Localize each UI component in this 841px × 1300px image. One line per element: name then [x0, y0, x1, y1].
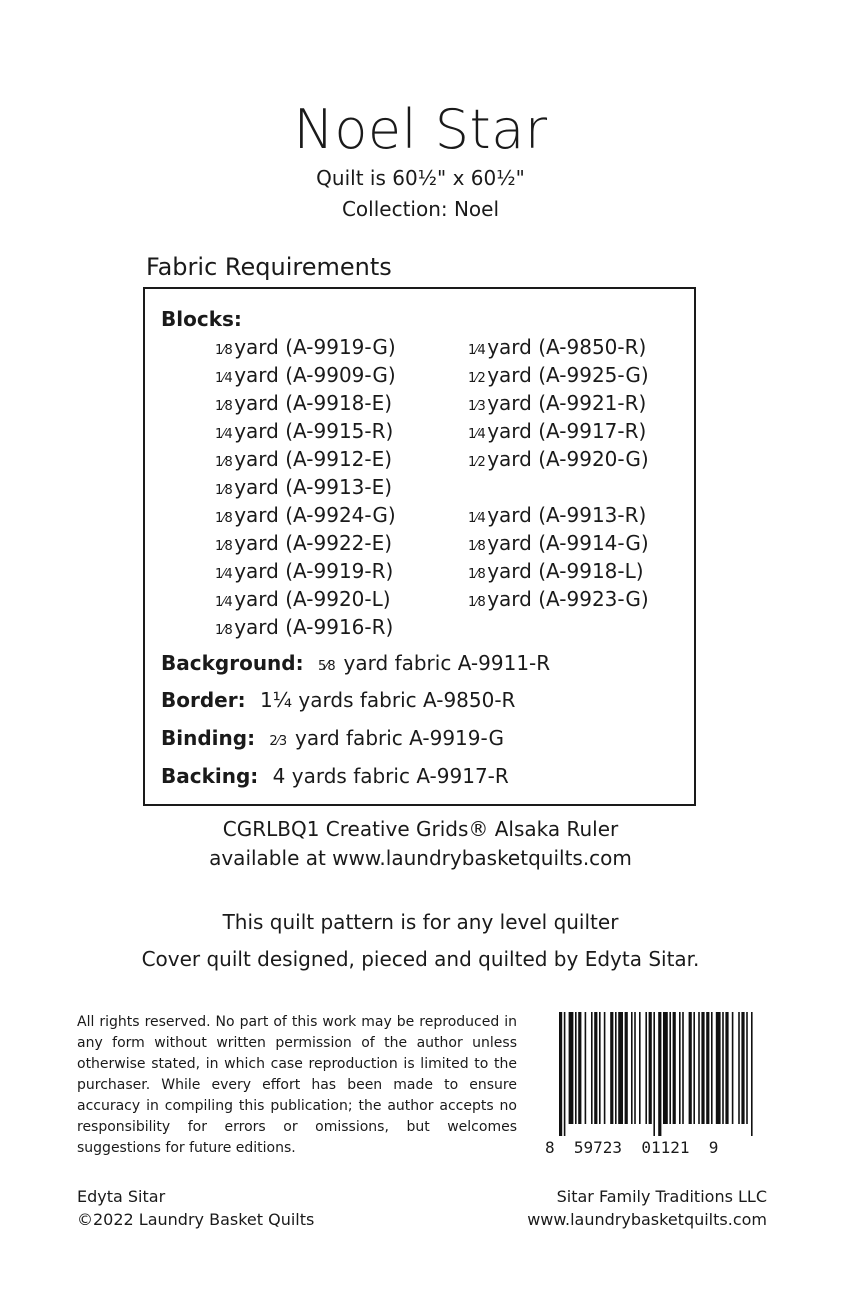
barcode-bar — [649, 1012, 652, 1124]
yardage-fraction: 1⁄8 — [468, 539, 486, 554]
barcode-bar — [741, 1012, 744, 1124]
block-fabric-row — [215, 529, 396, 557]
background-label: Background: — [161, 651, 304, 675]
barcode — [545, 1012, 765, 1162]
block-fabric-row — [215, 389, 396, 417]
barcode-bar — [716, 1012, 721, 1124]
barcode-bar — [645, 1012, 647, 1124]
block-fabric-row — [468, 585, 649, 613]
barcode-bar — [585, 1012, 587, 1124]
backing-label: Backing: — [161, 764, 259, 788]
fabric-code: yard (A-9922-E) — [234, 531, 393, 555]
barcode-bar — [625, 1012, 628, 1124]
barcode-bar — [682, 1012, 684, 1124]
barcode-bar — [725, 1012, 728, 1124]
rights-notice: All rights reserved. No part of this work may be reproduced in any form without written permission of the author unless otherwise stated, in which case reproduction is limited to the purchaser. While every effort has been made to ensure accuracy in compiling this publication; the author accepts no responsibility for errors or omissions, but welcomes suggestions for future editions. — [77, 1014, 517, 1156]
barcode-bar — [738, 1012, 740, 1124]
yardage-fraction: 1⁄4 — [215, 427, 233, 442]
barcode-bar — [669, 1012, 671, 1124]
skill-level: This quilt pattern is for any level quilter — [222, 910, 619, 934]
background-fraction: 5⁄8 — [317, 659, 336, 674]
fabric-code: yard (A-9919-R) — [234, 559, 394, 583]
blocks-left-column — [215, 333, 396, 641]
barcode-bars — [559, 1012, 759, 1136]
fabric-code: yard (A-9924-G) — [234, 503, 396, 527]
fabric-code: yard (A-9920-G) — [487, 447, 649, 471]
block-fabric-row — [468, 417, 649, 445]
yardage-fraction: 1⁄8 — [215, 455, 233, 470]
fabric-code: yard (A-9919-G) — [234, 335, 396, 359]
block-fabric-row — [215, 333, 396, 361]
fabric-code: yard (A-9916-R) — [234, 615, 394, 639]
barcode-bar — [746, 1012, 748, 1124]
blocks-right-column — [468, 333, 649, 613]
border-value: 1¼ yards fabric A-9850-R — [259, 688, 516, 712]
background-requirement — [161, 651, 550, 675]
yardage-fraction: 1⁄8 — [215, 399, 233, 414]
barcode-bar — [701, 1012, 704, 1124]
barcode-bar — [722, 1012, 724, 1124]
barcode-bar — [631, 1012, 633, 1124]
block-fabric-row — [215, 613, 396, 641]
yardage-fraction: 1⁄8 — [215, 483, 233, 498]
barcode-bar — [594, 1012, 597, 1124]
quilt-size: Quilt is 60½" x 60½" — [316, 166, 525, 190]
yardage-fraction: 1⁄8 — [468, 595, 486, 610]
publisher-website: www.laundrybasketquilts.com — [527, 1210, 767, 1229]
backing-value: 4 yards fabric A-9917-R — [272, 764, 509, 788]
binding-label: Binding: — [161, 726, 256, 750]
fabric-code: yard (A-9920-L) — [234, 587, 391, 611]
barcode-bar — [575, 1012, 577, 1124]
barcode-bar — [578, 1012, 581, 1124]
barcode-bar — [663, 1012, 668, 1124]
barcode-bar — [559, 1012, 562, 1136]
barcode-bar — [673, 1012, 676, 1124]
fabric-code: yard (A-9915-R) — [234, 419, 394, 443]
binding-fraction: 2⁄3 — [269, 734, 287, 749]
footer-publisher — [527, 1185, 767, 1231]
fabric-code: yard (A-9925-G) — [487, 363, 649, 387]
yardage-fraction: 1⁄4 — [215, 567, 233, 582]
yardage-fraction: 1⁄4 — [215, 371, 233, 386]
block-fabric-row — [468, 445, 649, 473]
fabric-code: yard (A-9913-R) — [487, 503, 647, 527]
yardage-fraction: 1⁄3 — [468, 399, 486, 414]
yardage-fraction: 1⁄8 — [468, 567, 486, 582]
border-requirement — [161, 688, 515, 712]
block-fabric-row — [215, 585, 396, 613]
barcode-bar — [634, 1012, 636, 1124]
yardage-fraction: 1⁄4 — [468, 511, 486, 526]
barcode-bar — [706, 1012, 709, 1124]
block-fabric-row — [215, 361, 396, 389]
barcode-bar — [604, 1012, 606, 1124]
barcode-bar — [658, 1012, 661, 1136]
barcode-bar — [698, 1012, 700, 1124]
barcode-bar — [615, 1012, 617, 1124]
yardage-fraction: 1⁄4 — [468, 343, 486, 358]
block-fabric-row — [215, 501, 396, 529]
barcode-bar — [679, 1012, 681, 1124]
barcode-bar — [610, 1012, 613, 1124]
barcode-bar — [732, 1012, 734, 1124]
barcode-bar — [564, 1012, 566, 1136]
fabric-code: yard (A-9918-E) — [234, 391, 393, 415]
barcode-bar — [693, 1012, 695, 1124]
binding-requirement — [161, 726, 504, 750]
pattern-title: Noel Star — [293, 98, 548, 161]
column-spacer — [468, 473, 649, 501]
backing-requirement — [161, 764, 509, 788]
fabric-code: yard (A-9850-R) — [487, 335, 647, 359]
cover-credit: Cover quilt designed, pieced and quilted by Edyta Sitar. — [141, 947, 700, 971]
ruler-availability: available at www.laundrybasketquilts.com — [209, 846, 632, 870]
border-label: Border: — [161, 688, 246, 712]
block-fabric-row — [468, 501, 649, 529]
barcode-bar — [591, 1012, 593, 1124]
block-fabric-row — [215, 445, 396, 473]
binding-value: yard fabric A-9919-G — [295, 726, 504, 750]
block-fabric-row — [215, 473, 396, 501]
barcode-bar — [653, 1012, 655, 1136]
barcode-bar — [599, 1012, 601, 1124]
barcode-bar — [751, 1012, 753, 1136]
fabric-code: yard (A-9923-G) — [487, 587, 649, 611]
footer-author — [77, 1185, 314, 1231]
barcode-bar — [639, 1012, 641, 1124]
background-value: yard fabric A-9911-R — [343, 651, 551, 675]
block-fabric-row — [468, 333, 649, 361]
yardage-fraction: 1⁄2 — [468, 455, 486, 470]
yardage-fraction: 1⁄4 — [215, 595, 233, 610]
fabric-requirements-heading: Fabric Requirements — [146, 253, 392, 281]
block-fabric-row — [468, 557, 649, 585]
fabric-code: yard (A-9913-E) — [234, 475, 393, 499]
barcode-bar — [711, 1012, 713, 1124]
yardage-fraction: 1⁄8 — [215, 539, 233, 554]
barcode-bar — [689, 1012, 692, 1124]
fabric-requirements-box — [143, 287, 696, 806]
ruler-line: CGRLBQ1 Creative Grids® Alsaka Ruler — [222, 817, 619, 841]
fabric-code: yard (A-9914-G) — [487, 531, 649, 555]
yardage-fraction: 1⁄4 — [468, 427, 486, 442]
block-fabric-row — [215, 417, 396, 445]
publisher-name: Sitar Family Traditions LLC — [556, 1187, 767, 1206]
block-fabric-row — [468, 361, 649, 389]
block-fabric-row — [468, 529, 649, 557]
collection-name: Collection: Noel — [341, 197, 500, 221]
fabric-code: yard (A-9912-E) — [234, 447, 393, 471]
block-fabric-row — [215, 557, 396, 585]
fabric-code: yard (A-9918-L) — [487, 559, 644, 583]
copyright: ©2022 Laundry Basket Quilts — [77, 1210, 315, 1229]
fabric-code: yard (A-9909-G) — [234, 363, 396, 387]
barcode-digits: 8 59723 01121 9 — [545, 1138, 719, 1157]
yardage-fraction: 1⁄8 — [215, 623, 233, 638]
yardage-fraction: 1⁄8 — [215, 343, 233, 358]
barcode-bar — [618, 1012, 623, 1124]
barcode-bar — [569, 1012, 574, 1124]
yardage-fraction: 1⁄2 — [468, 371, 486, 386]
fabric-code: yard (A-9921-R) — [487, 391, 647, 415]
blocks-label: Blocks: — [161, 307, 242, 331]
yardage-fraction: 1⁄8 — [215, 511, 233, 526]
author-name: Edyta Sitar — [77, 1187, 166, 1206]
block-fabric-row — [468, 389, 649, 417]
fabric-code: yard (A-9917-R) — [487, 419, 647, 443]
